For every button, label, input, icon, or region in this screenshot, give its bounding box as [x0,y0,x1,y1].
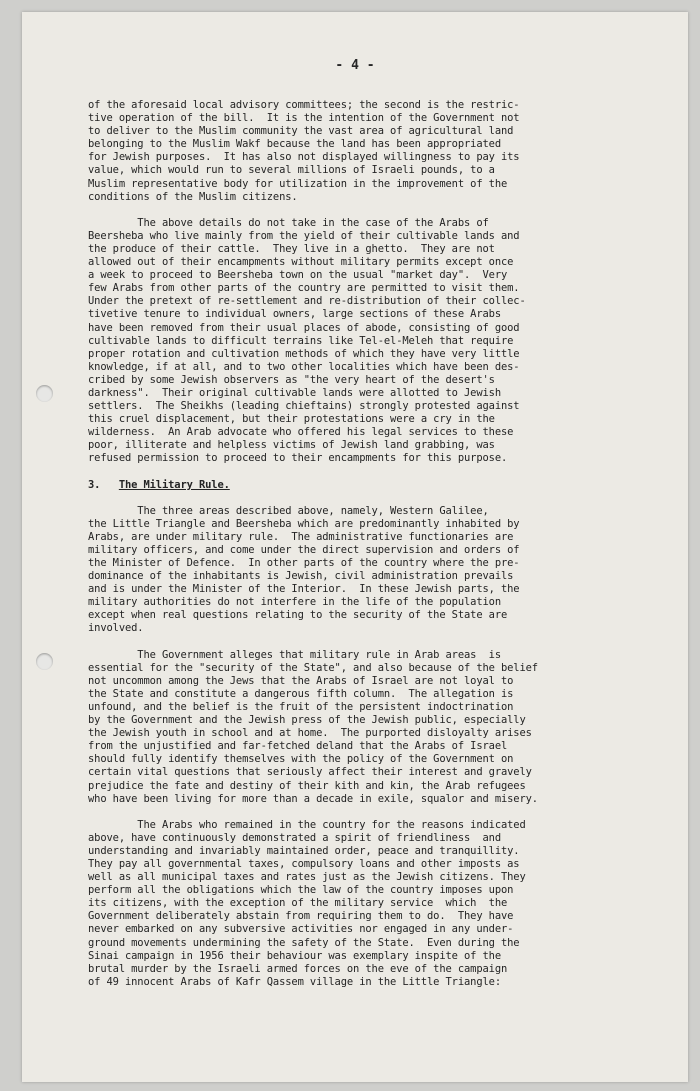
text-line: perform all the obligations which the law of the country imposes upon [88,884,514,897]
section-heading [88,479,688,492]
text-line: cribed by some Jewish observers as "the very heart of the desert's [88,373,495,386]
text-line: few Arabs from other parts of the country are permitted to visit them. [88,282,520,295]
text-line: The Government alleges that military rule in Arab areas is [88,648,501,661]
text-line: Beersheba who live mainly from the yield of their cultivable lands and [88,229,520,242]
text-line: Sinai campaign in 1956 their behaviour was exemplary inspite of the [88,949,501,962]
section-title: The Military Rule. [118,478,230,491]
text-line: ground movements undermining the safety of the State. Even during the [88,936,520,949]
text-line: Under the pretext of re-settlement and re-distribution of their collec- [88,295,526,308]
text-line: military authorities do not interfere in the life of the population [88,596,501,609]
text-line: to deliver to the Muslim community the vast area of agricultural land [88,125,514,138]
text-line: tivetive tenure to individual owners, large sections of these Arabs [88,308,501,321]
page-number: - 4 - [335,58,375,73]
text-line: above, have continuously demonstrated a spirit of friendliness and [88,831,501,844]
text-line: the Minister of Defence. In other parts of the country where the pre- [88,557,520,569]
text-line: of 49 innocent Arabs of Kafr Qassem village in the Little Triangle: [88,975,501,988]
text-line: well as all municipal taxes and rates just as the Jewish citizens. They [88,871,526,884]
text-line: certain vital questions that seriously affect their interest and gravely [88,766,532,779]
text-line: understanding and invariably maintained order, peace and tranquillity. [88,844,520,857]
text-line: Arabs, are under military rule. The administrative functionaries are [88,530,514,543]
text-line: knowledge, if at all, and to two other localities which have been des- [88,360,520,373]
punch-hole [36,653,53,670]
paragraph-beersheba [88,217,688,466]
text-line: for Jewish purposes. It has also not displayed willingness to pay its [88,151,520,164]
text-line: a week to proceed to Beersheba town on the usual "market day". Very [88,269,508,282]
text-line: and is under the Minister of the Interior. In these Jewish parts, the [88,583,520,596]
text-line: the Little Triangle and Beersheba which are predominantly inhabited by [88,517,520,530]
text-line: cultivable lands to difficult terrains like Tel-el-Meleh that require [88,334,514,347]
text-line: except when real questions relating to the security of the State are [88,609,508,622]
text-line: settlers. The Sheikhs (leading chieftains) strongly protested against [88,400,520,413]
text-line: brutal murder by the Israeli armed forces on the eve of the campaign [88,962,508,975]
text-line: conditions of the Muslim citizens. [88,190,298,203]
text-line: unfound, and the belief is the fruit of the persistent indoctrination [88,700,514,713]
text-line: wilderness. An Arab advocate who offered his legal services to these [88,426,514,439]
text-line: involved. [88,622,144,635]
text-line: prejudice the fate and destiny of their kith and kin, the Arab refugees [88,779,526,792]
document-body [88,99,688,989]
text-line: Muslim representative body for utilization in the improvement of the [88,177,508,190]
text-line: its citizens, with the exception of the military service which the [88,897,508,910]
text-line: allowed out of their encampments without military permits except once [88,256,514,269]
text-line: not uncommon among the Jews that the Arabs of Israel are not loyal to [88,674,514,687]
document-page [22,12,688,1082]
section-number: 3. [88,478,101,491]
text-line: the Jewish youth in school and at home. The purported disloyalty arises [88,727,532,740]
text-line: proper rotation and cultivation methods of which they have very little [88,347,520,360]
paragraph-military-areas [88,505,688,636]
text-line: of the aforesaid local advisory committees; the second is the restric- [88,99,520,111]
text-line: the produce of their cattle. They live in a ghetto. They are not [88,242,495,255]
paragraph-arab-loyalty [88,819,688,989]
text-line: dominance of the inhabitants is Jewish, civil administration prevails [88,570,514,583]
paragraph-security-allegation [88,649,688,806]
text-line: military officers, and come under the direct supervision and orders of [88,543,520,556]
text-line: refused permission to proceed to their encampments for this purpose. [88,452,508,465]
text-line: Government deliberately abstain from requiring them to do. They have [88,910,514,923]
text-line: who have been living for more than a decade in exile, squalor and misery. [88,792,538,805]
text-line: value, which would run to several millions of Israeli pounds, to a [88,164,495,177]
text-line: essential for the "security of the State", and also because of the belief [88,661,538,674]
text-line: tive operation of the bill. It is the intention of the Government not [88,112,520,125]
text-line: from the unjustified and far-fetched deland that the Arabs of Israel [88,740,508,753]
text-line: belonging to the Muslim Wakf because the land has been appropriated [88,138,501,151]
paragraph-wakf-land [88,99,688,204]
text-line: this cruel displacement, but their protestations were a cry in the [88,413,495,426]
text-line: have been removed from their usual places of abode, consisting of good [88,321,520,334]
text-line: poor, illiterate and helpless victims of Jewish land grabbing, was [88,439,495,452]
text-line: by the Government and the Jewish press of the Jewish public, especially [88,714,526,727]
text-line: The above details do not take in the case of the Arabs of [88,216,489,229]
text-line: darkness". Their original cultivable lands were allotted to Jewish [88,386,501,399]
text-line: never embarked on any subversive activities nor engaged in any under- [88,923,514,936]
text-line: They pay all governmental taxes, compulsory loans and other imposts as [88,857,520,870]
punch-hole [36,385,53,402]
text-line: should fully identify themselves with the policy of the Government on [88,753,514,766]
text-line: the State and constitute a dangerous fifth column. The allegation is [88,687,514,700]
text-line: The Arabs who remained in the country for the reasons indicated [88,818,526,831]
text-line: The three areas described above, namely, Western Galilee, [88,504,489,517]
